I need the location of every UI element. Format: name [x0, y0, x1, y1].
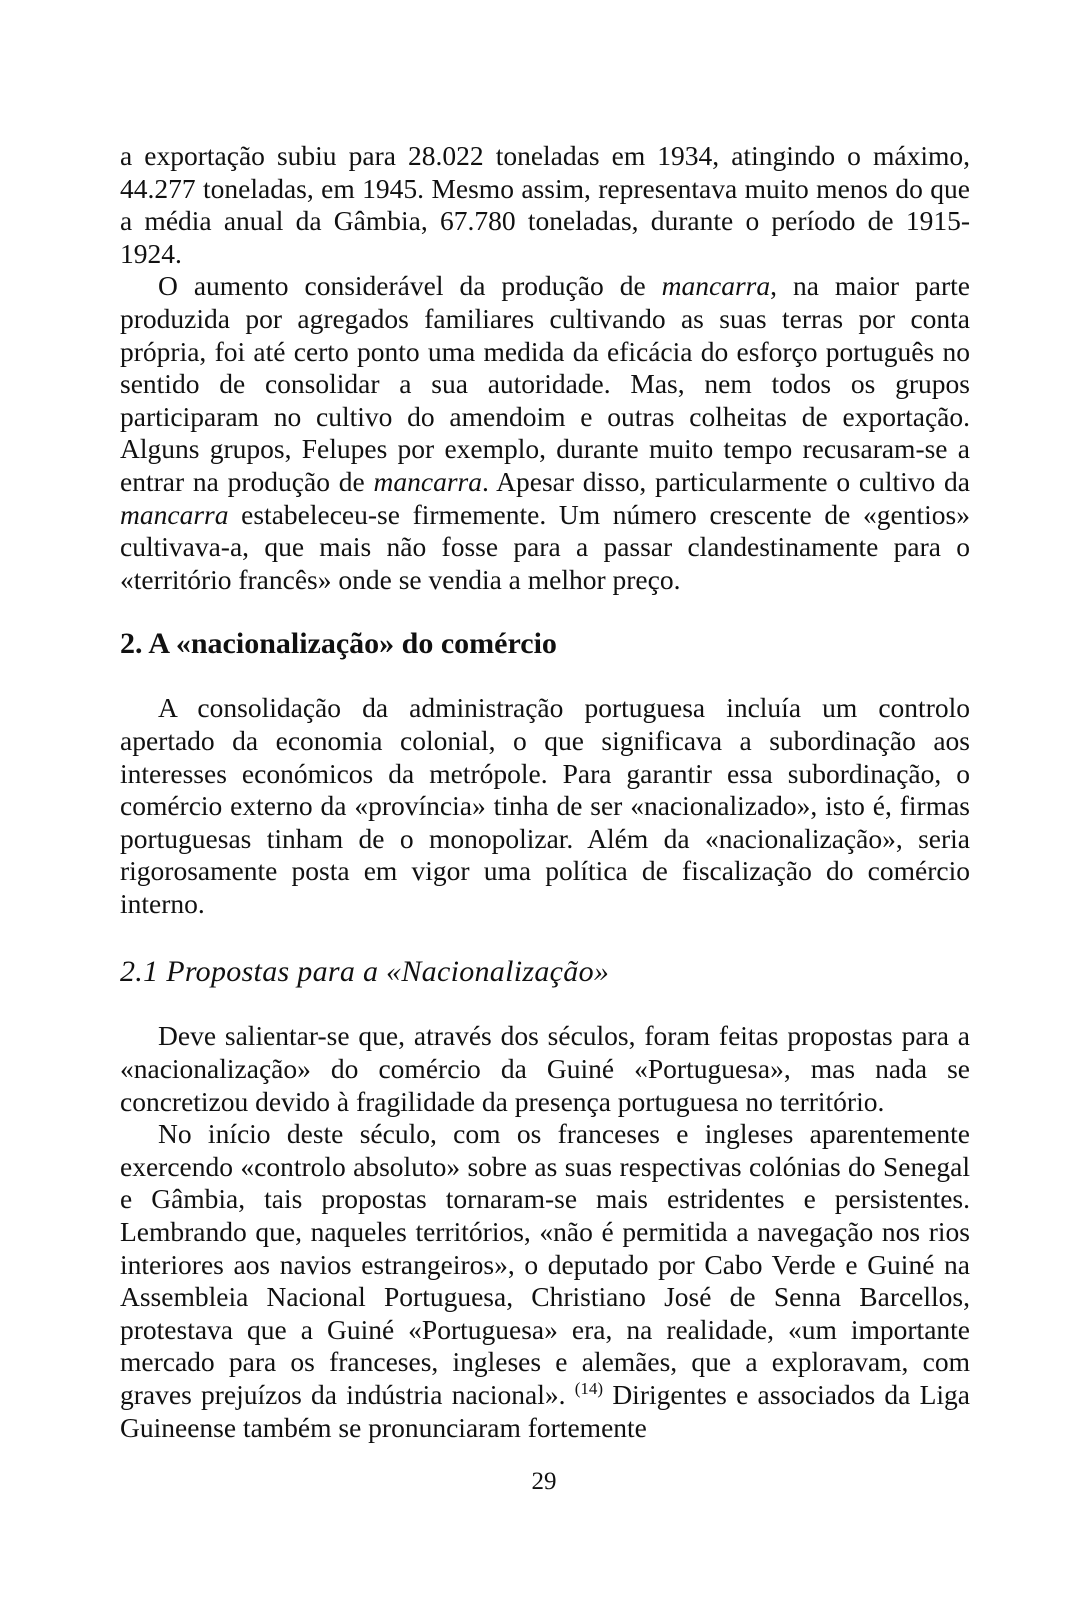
paragraph-mancarra-production — [120, 270, 970, 596]
paragraph-century-start — [120, 1118, 970, 1444]
text-span: , na maior parte produzida por agregados familiares cultivando as suas terras por conta própria, foi até certo ponto uma medida da eficácia do esforço português no sentido de consolidar a sua autoridade. Mas, nem todos os grupos participaram no cultivo do amendoim e outras colheitas de exportação. Alguns grupos, Felupes por exemplo, durante muito tempo recusaram-se a entrar na produção de — [120, 270, 971, 497]
text-span: estabeleceu-se firmemente. Um número crescente de «gentios» cultivava-a, que mais não fosse para a passar clandestinamente para o «território francês» onde se vendia a melhor preço. — [120, 498, 970, 595]
text-span: No início deste século, com os franceses e ingleses aparentemente exercendo «controlo absoluto» sobre as suas respectivas colónias do Senegal e Gâmbia, tais propostas tornaram-se mais estridentes e persistentes. Lembrando que, naqueles territórios, «não é permitida a navegação nos rios interiores aos navios estrangeiros», o deputado por Cabo Verde e Guiné na Assembleia Nacional Portuguesa, Christiano José de Senna Barcellos, protestava que a Guiné «Portuguesa» era, na realidade, «um importante mercado para os franceses, ingleses e alemães, que a exploravam, com graves prejuízos da indústria nacional». — [120, 1118, 970, 1410]
text-span: . Apesar disso, particularmente o cultivo da — [481, 465, 970, 497]
page-number: 29 — [531, 1468, 557, 1495]
subsection-heading: 2.1 Propostas para a «Nacionalização» — [120, 955, 610, 989]
paragraph-export-figures: a exportação subiu para 28.022 toneladas em 1934, atingindo o máximo, 44.277 toneladas, em 1945. Mesmo assim, representava muito menos do que a média anual da Gâmbia, 67.780 toneladas, durante o período de 1915-1924. — [120, 140, 970, 269]
text-span: Dirigentes e associados da Liga Guineense também se pronunciaram fortemente — [120, 1379, 970, 1443]
term-mancarra: mancarra — [661, 270, 771, 302]
term-mancarra: mancarra — [120, 498, 229, 530]
paragraph-proposals: Deve salientar-se que, através dos séculos, foram feitas propostas para a «nacionalização» do comércio da Guiné «Portuguesa», mas nada se concretizou devido à fragilidade da presença portuguesa no território. — [120, 1020, 970, 1117]
text-span: O aumento considerável da produção de — [158, 270, 662, 302]
footnote-reference: (14) — [574, 1378, 604, 1398]
page-body — [120, 140, 970, 1444]
section-heading: 2. A «nacionalização» do comércio — [120, 627, 557, 661]
term-mancarra: mancarra — [373, 465, 482, 497]
paragraph-administration: A consolidação da administração portuguesa incluía um controlo apertado da economia colonial, o que significava a subordinação aos interesses económicos da metrópole. Para garantir essa subordinação, o comércio externo da «província» tinha de ser «nacionalizado», isto é, firmas portuguesas tinham de o monopolizar. Além da «nacionalização», seria rigorosamente posta em vigor uma política de fiscalização do comércio interno. — [120, 692, 970, 919]
